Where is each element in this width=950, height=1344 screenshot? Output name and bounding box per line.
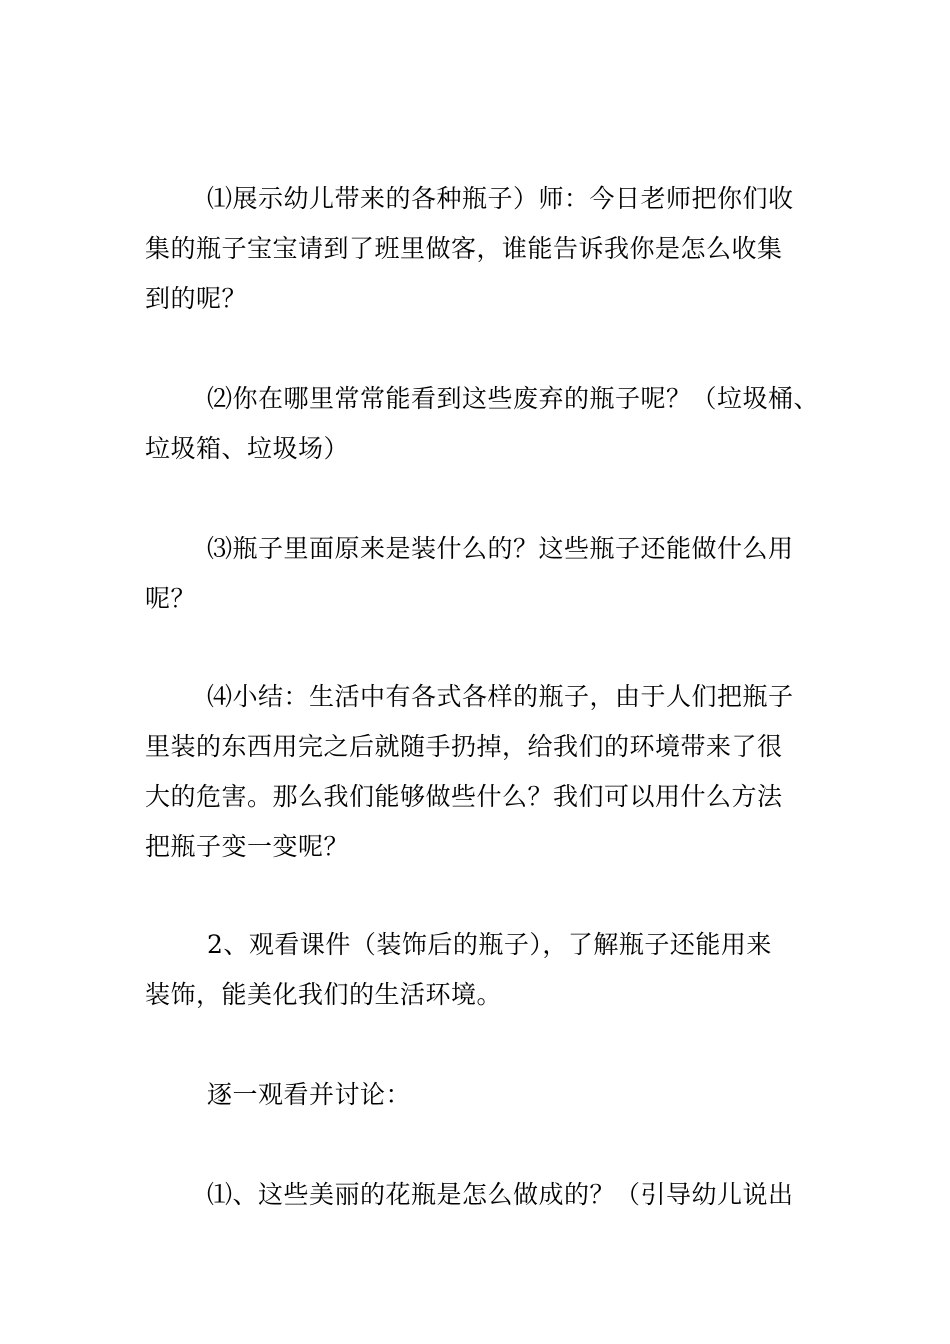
- paragraph-1: [145, 174, 825, 324]
- paragraph-line: 到的呢？: [145, 284, 248, 313]
- paragraph-line: 装饰，能美化我们的生活环境。: [145, 980, 503, 1009]
- paragraph-line: 大的危害。那么我们能够做些什么？我们可以用什么方法: [145, 782, 783, 811]
- paragraph-line: ⑵你在哪里常常能看到这些废弃的瓶子呢？（垃圾桶、: [207, 384, 820, 413]
- paragraph-2: [145, 374, 825, 474]
- paragraph-line: ⑷小结：生活中有各式各样的瓶子，由于人们把瓶子: [207, 682, 794, 711]
- paragraph-line: 呢？: [145, 584, 197, 613]
- paragraph-7: [145, 1170, 825, 1220]
- paragraph-line: ⑴、这些美丽的花瓶是怎么做成的？（引导幼儿说出: [207, 1180, 794, 1209]
- paragraph-line: ⑶瓶子里面原来是装什么的？这些瓶子还能做什么用: [207, 534, 794, 563]
- paragraph-4: [145, 672, 825, 872]
- paragraph-6: [145, 1070, 825, 1120]
- paragraph-line: 集的瓶子宝宝请到了班里做客，谁能告诉我你是怎么收集: [145, 234, 783, 263]
- paragraph-line: 逐一观看并讨论：: [207, 1080, 412, 1109]
- paragraph-line: 垃圾箱、垃圾场）: [145, 434, 350, 463]
- paragraph-3: [145, 524, 825, 624]
- paragraph-line: 里装的东西用完之后就随手扔掉，给我们的环境带来了很: [145, 732, 783, 761]
- paragraph-line: 把瓶子变一变呢？: [145, 832, 350, 861]
- paragraph-line: 2、观看课件（装饰后的瓶子），了解瓶子还能用来: [207, 930, 772, 959]
- paragraph-5: [145, 920, 825, 1020]
- paragraph-line: ⑴展示幼儿带来的各种瓶子）师：今日老师把你们收: [207, 184, 794, 213]
